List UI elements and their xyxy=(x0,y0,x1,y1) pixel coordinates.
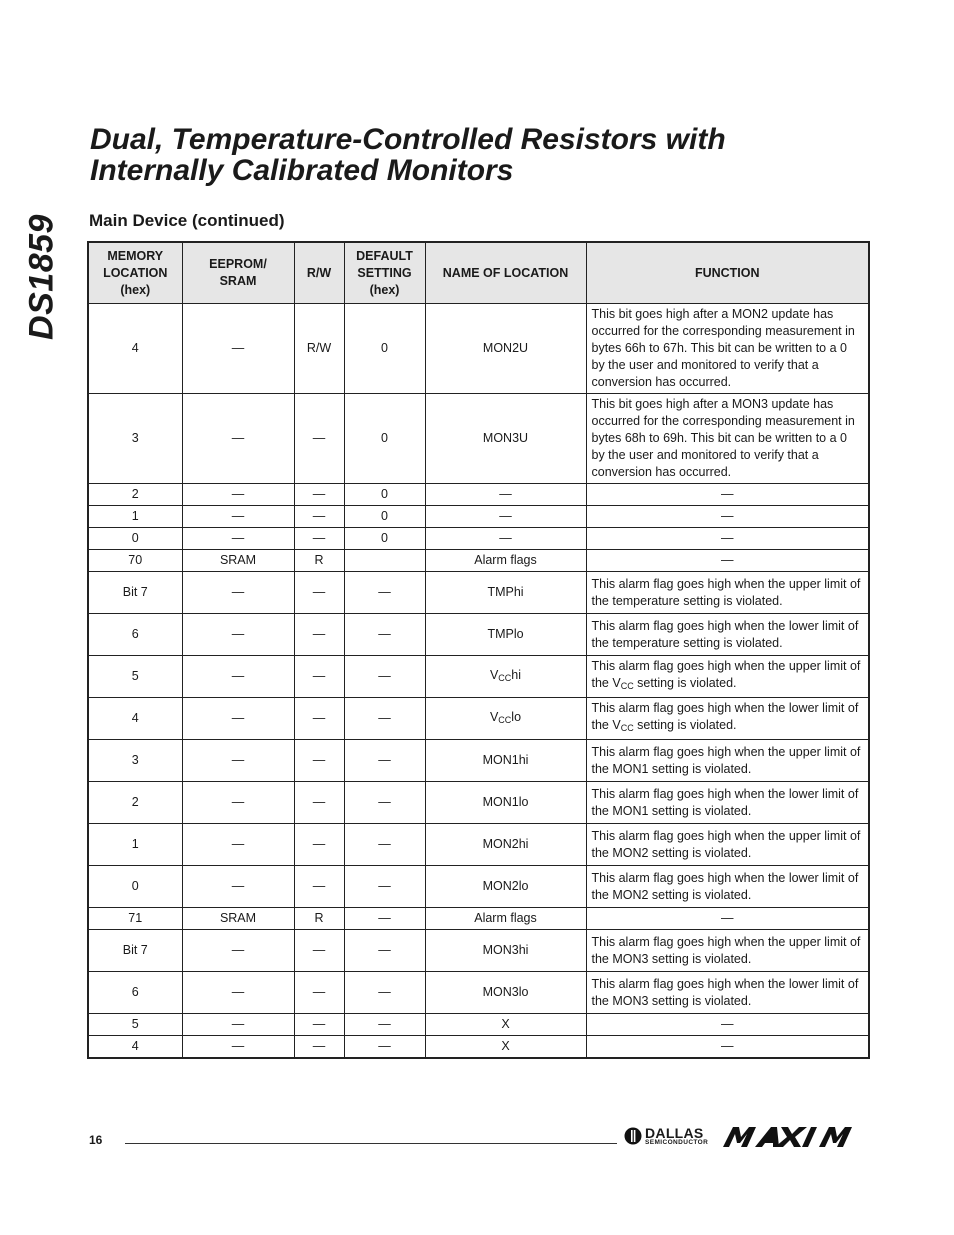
cell-memory: — xyxy=(182,824,294,866)
header-name-of-location: NAME OF LOCATION xyxy=(425,242,586,304)
cell-name: TMPhi xyxy=(425,572,586,614)
cell-function: — xyxy=(586,1036,869,1059)
cell-rw: — xyxy=(294,972,344,1014)
cell-location: 5 xyxy=(88,656,182,698)
cell-rw: R/W xyxy=(294,304,344,394)
side-label-text: DS1859 xyxy=(22,214,61,340)
cell-location: 0 xyxy=(88,866,182,908)
cell-memory: — xyxy=(182,782,294,824)
cell-name: — xyxy=(425,506,586,528)
cell-name: Alarm flags xyxy=(425,908,586,930)
cell-name: X xyxy=(425,1036,586,1059)
cell-memory: — xyxy=(182,1014,294,1036)
table-row xyxy=(88,930,869,972)
cell-memory: — xyxy=(182,506,294,528)
cell-location: 70 xyxy=(88,550,182,572)
cell-memory: — xyxy=(182,656,294,698)
cell-default: — xyxy=(344,1036,425,1059)
footer-rule xyxy=(125,1143,617,1144)
cell-rw: — xyxy=(294,698,344,740)
page-footer xyxy=(89,1125,869,1155)
table-row xyxy=(88,1014,869,1036)
cell-name: MON3hi xyxy=(425,930,586,972)
cell-memory: — xyxy=(182,528,294,550)
cell-name: MON1lo xyxy=(425,782,586,824)
cell-default: — xyxy=(344,972,425,1014)
table-row xyxy=(88,550,869,572)
cell-name: MON2lo xyxy=(425,866,586,908)
cell-function: This alarm flag goes high when the lower limit of the $V_{CC}$ setting is violated. xyxy=(586,698,869,740)
cell-location: 6 xyxy=(88,614,182,656)
cell-function: This alarm flag goes high when the lower limit of the MON2 setting is violated. xyxy=(586,866,869,908)
table-row xyxy=(88,740,869,782)
cell-rw: — xyxy=(294,930,344,972)
cell-name: MON2hi xyxy=(425,824,586,866)
table-row xyxy=(88,1036,869,1059)
cell-default: — xyxy=(344,740,425,782)
dallas-logo-word: DALLAS xyxy=(645,1125,704,1141)
cell-rw: — xyxy=(294,506,344,528)
cell-function: This bit goes high after a MON3 update has occurred for the corresponding measurement in bytes 68h to 69h. This bit can be written to a 0 by the user and monitored to verify that a conversion has occurred. xyxy=(586,394,869,484)
cell-rw: — xyxy=(294,866,344,908)
header-eeprom-sram: EEPROM/ SRAM xyxy=(182,242,294,304)
cell-location: 3 xyxy=(88,394,182,484)
table-row xyxy=(88,656,869,698)
table-row xyxy=(88,528,869,550)
cell-rw: — xyxy=(294,1014,344,1036)
table-row xyxy=(88,698,869,740)
header-default-setting: DEFAULT SETTING (hex) xyxy=(344,242,425,304)
cell-memory: — xyxy=(182,572,294,614)
header-function: FUNCTION xyxy=(586,242,869,304)
title-line-1: Dual, Temperature-Controlled Resistors with xyxy=(90,123,726,156)
cell-memory: — xyxy=(182,1036,294,1059)
cell-memory: — xyxy=(182,866,294,908)
header-memory-location: MEMORY LOCATION (hex) xyxy=(88,242,182,304)
cell-location: 0 xyxy=(88,528,182,550)
cell-default: — xyxy=(344,866,425,908)
cell-location: 3 xyxy=(88,740,182,782)
cell-function: — xyxy=(586,528,869,550)
cell-function: — xyxy=(586,550,869,572)
cell-default: — xyxy=(344,656,425,698)
cell-memory: SRAM xyxy=(182,550,294,572)
cell-memory: — xyxy=(182,614,294,656)
cell-memory: — xyxy=(182,304,294,394)
cell-default: — xyxy=(344,1014,425,1036)
cell-location: 71 xyxy=(88,908,182,930)
cell-rw: R xyxy=(294,550,344,572)
cell-default: 0 xyxy=(344,394,425,484)
cell-name: $V_{CC}lo$ xyxy=(425,698,586,740)
cell-default: — xyxy=(344,614,425,656)
cell-rw: — xyxy=(294,1036,344,1059)
cell-default: — xyxy=(344,698,425,740)
table-row xyxy=(88,304,869,394)
cell-default: — xyxy=(344,908,425,930)
cell-rw: — xyxy=(294,394,344,484)
maxim-logo xyxy=(719,1125,865,1149)
cell-memory: — xyxy=(182,972,294,1014)
cell-name: MON3lo xyxy=(425,972,586,1014)
cell-rw: — xyxy=(294,614,344,656)
cell-rw: — xyxy=(294,484,344,506)
cell-default: 0 xyxy=(344,506,425,528)
cell-location: 4 xyxy=(88,1036,182,1059)
cell-memory: — xyxy=(182,740,294,782)
cell-location: 2 xyxy=(88,782,182,824)
table-row xyxy=(88,824,869,866)
table-row xyxy=(88,866,869,908)
cell-name: — xyxy=(425,484,586,506)
cell-function: This alarm flag goes high when the lower limit of the MON3 setting is violated. xyxy=(586,972,869,1014)
cell-name: Alarm flags xyxy=(425,550,586,572)
cell-rw: — xyxy=(294,740,344,782)
cell-function: This alarm flag goes high when the lower limit of the temperature setting is violated. xyxy=(586,614,869,656)
cell-location: 4 xyxy=(88,304,182,394)
cell-location: 5 xyxy=(88,1014,182,1036)
page-number: 16 xyxy=(89,1133,103,1147)
table-row xyxy=(88,614,869,656)
cell-function: — xyxy=(586,1014,869,1036)
cell-rw: — xyxy=(294,528,344,550)
cell-default: 0 xyxy=(344,304,425,394)
cell-default: — xyxy=(344,782,425,824)
dallas-logo-icon xyxy=(624,1127,642,1145)
table-row xyxy=(88,972,869,1014)
header-rw: R/W xyxy=(294,242,344,304)
table-row xyxy=(88,394,869,484)
cell-memory: — xyxy=(182,394,294,484)
table-header-row xyxy=(88,242,869,304)
page-title xyxy=(90,124,890,186)
cell-default: — xyxy=(344,930,425,972)
cell-rw: — xyxy=(294,782,344,824)
register-table xyxy=(87,241,870,1059)
cell-name: MON2U xyxy=(425,304,586,394)
cell-location: 2 xyxy=(88,484,182,506)
cell-function: This alarm flag goes high when the upper limit of the MON1 setting is violated. xyxy=(586,740,869,782)
cell-location: Bit 7 xyxy=(88,572,182,614)
table-row xyxy=(88,908,869,930)
cell-rw: — xyxy=(294,824,344,866)
table-row xyxy=(88,506,869,528)
cell-default: — xyxy=(344,572,425,614)
cell-function: — xyxy=(586,506,869,528)
cell-location: 1 xyxy=(88,824,182,866)
cell-memory: — xyxy=(182,484,294,506)
cell-function: — xyxy=(586,484,869,506)
cell-memory: SRAM xyxy=(182,908,294,930)
cell-default: 0 xyxy=(344,484,425,506)
title-line-2: Internally Calibrated Monitors xyxy=(90,154,514,187)
cell-location: 6 xyxy=(88,972,182,1014)
cell-function: This alarm flag goes high when the upper limit of the MON3 setting is violated. xyxy=(586,930,869,972)
cell-name: $V_{CC}hi$ xyxy=(425,656,586,698)
cell-location: 1 xyxy=(88,506,182,528)
cell-memory: — xyxy=(182,930,294,972)
cell-default: — xyxy=(344,824,425,866)
cell-rw: — xyxy=(294,572,344,614)
table-row xyxy=(88,572,869,614)
cell-function: This alarm flag goes high when the upper limit of the temperature setting is violated. xyxy=(586,572,869,614)
table-row xyxy=(88,782,869,824)
cell-function: This alarm flag goes high when the upper limit of the MON2 setting is violated. xyxy=(586,824,869,866)
cell-location: Bit 7 xyxy=(88,930,182,972)
dallas-semiconductor-logo xyxy=(624,1125,714,1149)
cell-default: 0 xyxy=(344,528,425,550)
table-row xyxy=(88,484,869,506)
cell-name: MON3U xyxy=(425,394,586,484)
cell-function: — xyxy=(586,908,869,930)
cell-function: This alarm flag goes high when the upper limit of the $V_{CC}$ setting is violated. xyxy=(586,656,869,698)
dallas-logo-subword: SEMICONDUCTOR xyxy=(645,1139,709,1146)
cell-name: MON1hi xyxy=(425,740,586,782)
cell-name: X xyxy=(425,1014,586,1036)
part-number-side-label xyxy=(18,212,66,342)
cell-default xyxy=(344,550,425,572)
cell-function: This alarm flag goes high when the lower limit of the MON1 setting is violated. xyxy=(586,782,869,824)
cell-location: 4 xyxy=(88,698,182,740)
cell-memory: — xyxy=(182,698,294,740)
cell-rw: R xyxy=(294,908,344,930)
cell-name: TMPlo xyxy=(425,614,586,656)
cell-function: This bit goes high after a MON2 update has occurred for the corresponding measurement in bytes 66h to 67h. This bit can be written to a 0 by the user and monitored to verify that a conversion has occurred. xyxy=(586,304,869,394)
section-heading: Main Device (continued) xyxy=(89,211,285,230)
cell-name: — xyxy=(425,528,586,550)
cell-rw: — xyxy=(294,656,344,698)
